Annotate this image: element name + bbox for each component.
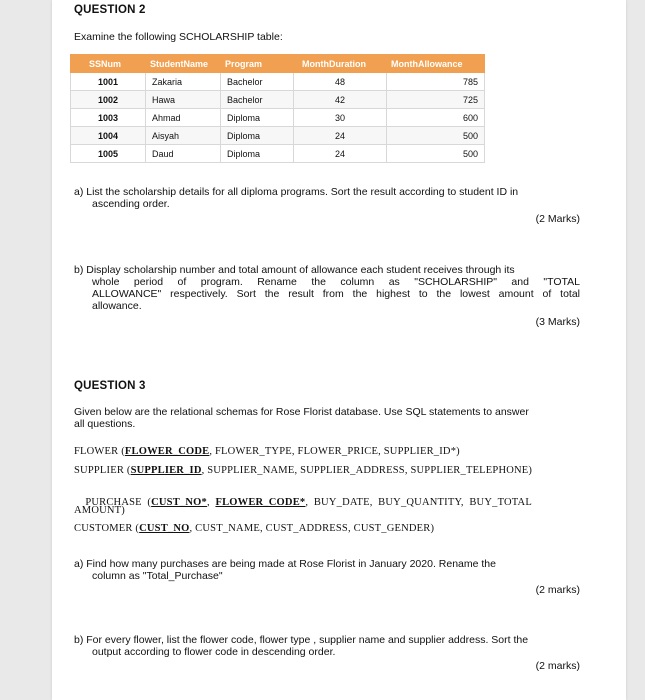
schema-purchase-key1: CUST_NO* — [151, 497, 207, 508]
cell-ssnum: 1003 — [71, 109, 146, 127]
schema-customer-rest: , CUST_NAME, CUST_ADDRESS, CUST_GENDER) — [189, 523, 435, 534]
schema-purchase-key2: FLOWER_CODE* — [215, 497, 306, 508]
schema-flower-rest: , FLOWER_TYPE, FLOWER_PRICE, SUPPLIER_ID*) — [209, 446, 460, 457]
q2-part-b-line4: allowance. — [92, 300, 142, 312]
question-3-title: QUESTION 3 — [74, 380, 146, 392]
table-row — [71, 145, 485, 163]
schema-purchase-continued: AMOUNT) — [74, 505, 125, 516]
table-row — [71, 109, 485, 127]
q2-part-b-marks: (3 Marks) — [535, 316, 580, 328]
q3-part-b-line1: b) For every flower, list the flower code, flower type , supplier name and supplier address. Sort the — [74, 634, 529, 646]
q2-part-b-line3: ALLOWANCE" respectively. Sort the result from the highest to the lowest amount of total — [92, 288, 580, 300]
schema-flower-prefix: FLOWER ( — [74, 446, 125, 457]
cell-studentname: Ahmad — [146, 109, 221, 127]
schema-purchase-prefix: PURCHASE ( — [85, 497, 152, 508]
cell-monthallowance: 785 — [387, 73, 485, 91]
cell-monthduration: 30 — [294, 109, 387, 127]
schema-supplier — [74, 465, 532, 476]
cell-ssnum: 1004 — [71, 127, 146, 145]
schema-customer-prefix: CUSTOMER ( — [74, 523, 140, 534]
q3-part-a-line2: column as "Total_Purchase" — [92, 570, 223, 582]
cell-ssnum: 1002 — [71, 91, 146, 109]
cell-ssnum: 1001 — [71, 73, 146, 91]
q2-part-a-line2: ascending order. — [92, 198, 170, 210]
scholarship-table — [70, 54, 485, 163]
schema-purchase-rest: , BUY_DATE, BUY_QUANTITY, BUY_TOTAL — [305, 497, 532, 508]
question-3-intro-line1: Given below are the relational schemas for Rose Florist database. Use SQL statements to answer — [74, 406, 529, 418]
cell-monthduration: 24 — [294, 145, 387, 163]
table-row — [71, 127, 485, 145]
col-studentname: StudentName — [146, 55, 221, 73]
table-header-row — [71, 55, 485, 73]
q2-part-a-marks: (2 Marks) — [535, 213, 580, 225]
cell-studentname: Hawa — [146, 91, 221, 109]
cell-program: Bachelor — [221, 73, 294, 91]
q2-part-b-line2: whole period of program. Rename the column as "SCHOLARSHIP" and "TOTAL — [92, 276, 580, 288]
q2-part-a-line1: a) List the scholarship details for all diploma programs. Sort the result according to student ID in — [74, 186, 519, 198]
schema-customer-key: CUST_NO — [139, 523, 190, 534]
q2-part-b-line1: b) Display scholarship number and total amount of allowance each student receives through its — [74, 264, 515, 276]
question-3-intro-line2: all questions. — [74, 418, 136, 430]
cell-program: Diploma — [221, 109, 294, 127]
schema-customer — [74, 523, 434, 534]
cell-monthduration: 48 — [294, 73, 387, 91]
cell-monthallowance: 725 — [387, 91, 485, 109]
cell-monthallowance: 500 — [387, 145, 485, 163]
question-2-title: QUESTION 2 — [74, 4, 146, 16]
col-program: Program — [221, 55, 294, 73]
schema-supplier-rest: , SUPPLIER_NAME, SUPPLIER_ADDRESS, SUPPLIER_TELEPHONE) — [201, 465, 533, 476]
cell-studentname: Aisyah — [146, 127, 221, 145]
document-page — [52, 0, 626, 700]
table-row — [71, 91, 485, 109]
schema-purchase — [74, 486, 532, 519]
cell-program: Bachelor — [221, 91, 294, 109]
cell-ssnum: 1005 — [71, 145, 146, 163]
schema-flower-key: FLOWER_CODE — [124, 446, 210, 457]
q3-part-b-marks: (2 marks) — [535, 660, 580, 672]
question-2-intro: Examine the following SCHOLARSHIP table: — [74, 31, 283, 43]
col-monthallowance: MonthAllowance — [387, 55, 485, 73]
col-ssnum: SSNum — [71, 55, 146, 73]
schema-purchase-sep: , — [206, 497, 216, 508]
cell-monthallowance: 500 — [387, 127, 485, 145]
cell-studentname: Daud — [146, 145, 221, 163]
schema-supplier-prefix: SUPPLIER ( — [74, 465, 131, 476]
q3-part-a-marks: (2 marks) — [535, 584, 580, 596]
cell-studentname: Zakaria — [146, 73, 221, 91]
col-monthduration: MonthDuration — [294, 55, 387, 73]
schema-flower — [74, 446, 460, 457]
cell-program: Diploma — [221, 127, 294, 145]
cell-monthduration: 24 — [294, 127, 387, 145]
table-row — [71, 73, 485, 91]
q3-part-b-line2: output according to flower code in descending order. — [92, 646, 336, 658]
cell-program: Diploma — [221, 145, 294, 163]
q3-part-a-line1: a) Find how many purchases are being made at Rose Florist in January 2020. Rename the — [74, 558, 496, 570]
schema-supplier-key: SUPPLIER_ID — [130, 465, 202, 476]
cell-monthallowance: 600 — [387, 109, 485, 127]
cell-monthduration: 42 — [294, 91, 387, 109]
